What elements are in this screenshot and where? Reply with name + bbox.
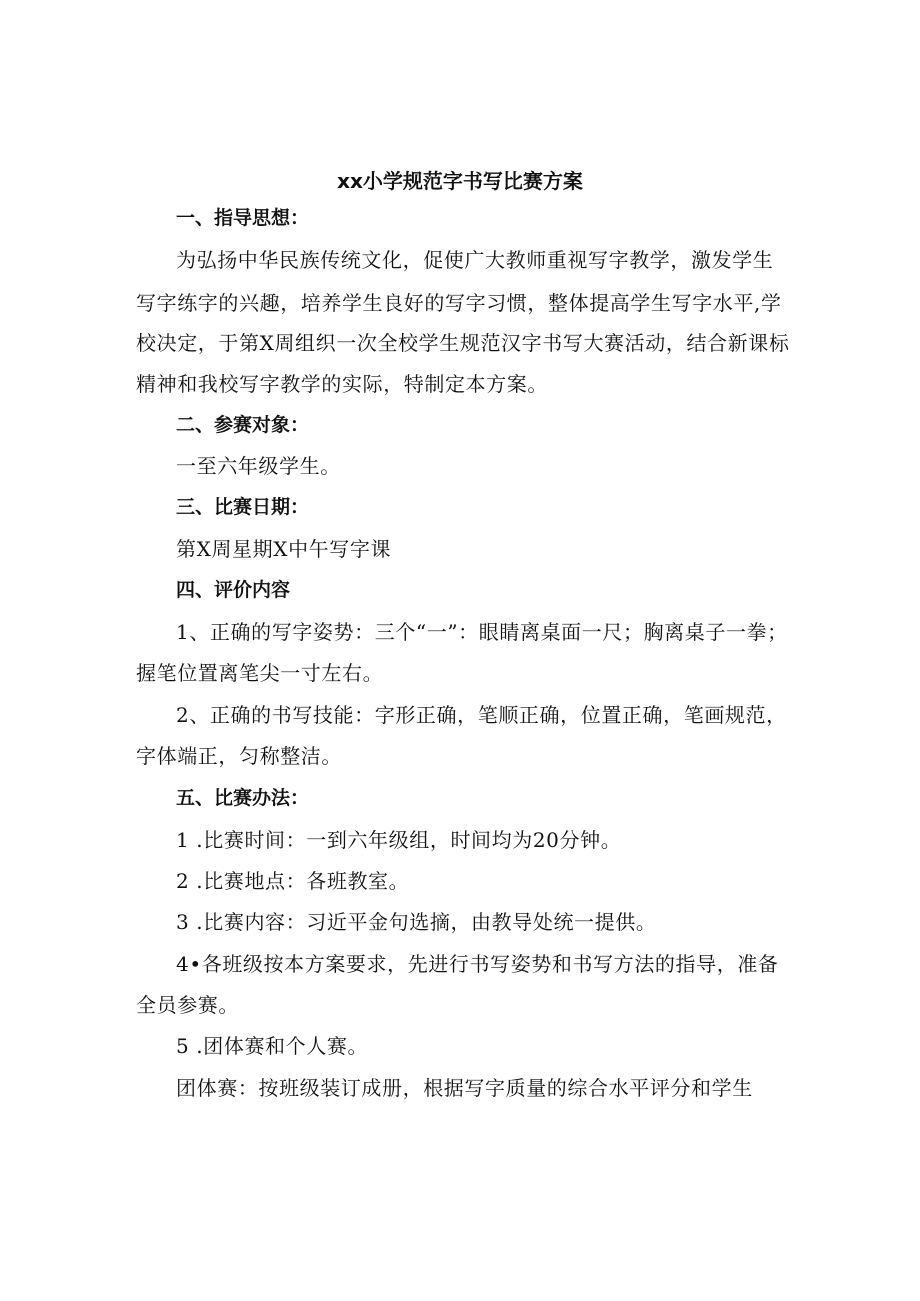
list-item: 2 .比赛地点：各班教室。 xyxy=(176,869,410,893)
section-heading-method: 五、比赛办法： xyxy=(176,787,310,809)
document-title: xx小学规范字书写比赛方案 xyxy=(337,169,583,193)
paragraph-line: 握笔位置离笔尖一寸左右。 xyxy=(136,661,384,685)
section-heading-participants: 二、参赛对象： xyxy=(176,414,310,436)
paragraph-line: 一至六年级学生。 xyxy=(176,454,341,478)
paragraph-line: 字体端正，匀称整洁。 xyxy=(136,744,342,768)
section-heading-evaluation: 四、评价内容 xyxy=(176,579,291,601)
paragraph-line: 团体赛：按班级装订成册，根据写字质量的综合水平评分和学生 xyxy=(176,1076,753,1100)
paragraph-line: 2、正确的书写技能：字形正确，笔顺正确，位置正确，笔画规范， xyxy=(176,703,787,727)
section-heading-date: 三、比赛日期： xyxy=(176,496,310,518)
paragraph-line: 写字练字的兴趣，培养学生良好的写字习惯，整体提高学生写字水平,学 xyxy=(136,291,782,315)
paragraph-line: 校决定，于第X周组织一次全校学生规范汉字书写大赛活动，结合新课标 xyxy=(136,331,790,355)
list-item: 3 .比赛内容：习近平金句选摘，由教导处统一提供。 xyxy=(176,910,657,934)
list-item-continuation: 全员参赛。 xyxy=(136,993,239,1017)
paragraph-line: 精神和我校写字教学的实际，特制定本方案。 xyxy=(136,372,548,396)
paragraph-line: 第X周星期X中午写字课 xyxy=(176,537,392,561)
paragraph-line: 1、正确的写字姿势：三个“一”：眼睛离桌面一尺；胸离桌子一拳； xyxy=(176,620,788,644)
list-item: 5 .团体赛和个人赛。 xyxy=(176,1034,369,1058)
section-heading-guiding-idea: 一、指导思想： xyxy=(176,207,310,229)
paragraph-line: 为弘扬中华民族传统文化，促使广大教师重视写字教学，激发学生 xyxy=(176,248,774,272)
list-item: 1 .比赛时间：一到六年级组，时间均为20分钟。 xyxy=(176,828,622,852)
list-item: 4•各班级按本方案要求，先进行书写姿势和书写方法的指导，准备 xyxy=(176,952,779,976)
